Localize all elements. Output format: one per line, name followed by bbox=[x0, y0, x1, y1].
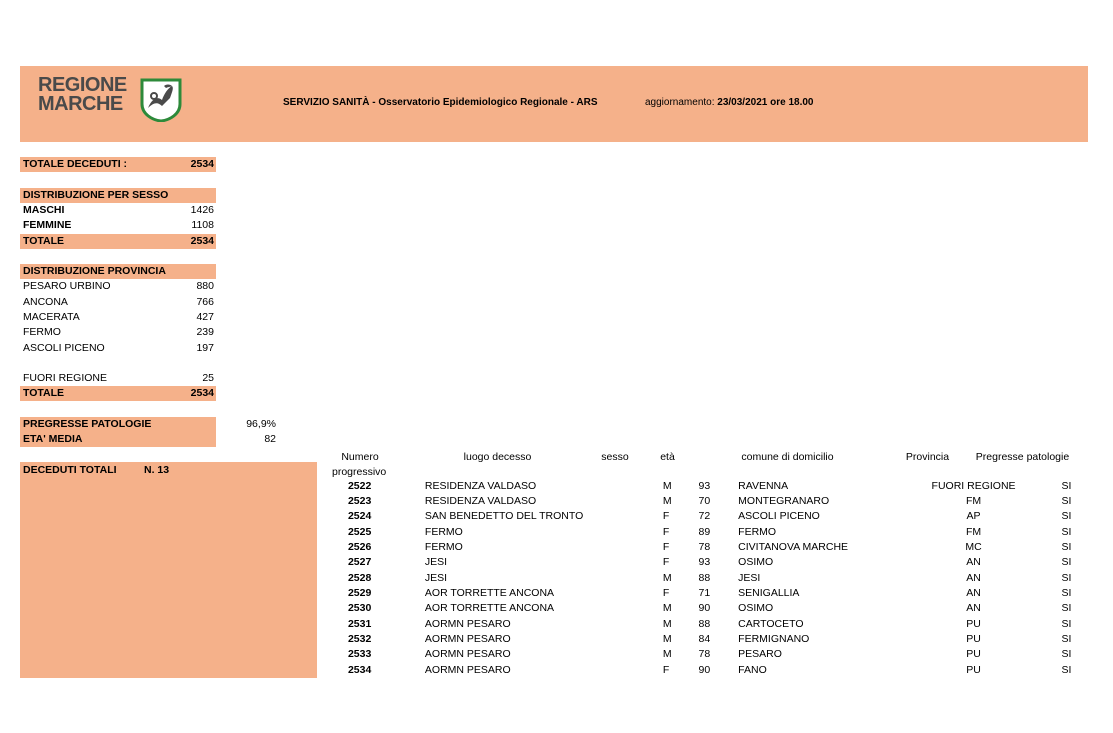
cell-provincia: PU bbox=[966, 633, 981, 646]
provincia-row bbox=[23, 279, 214, 294]
cell-eta: 90 bbox=[698, 663, 711, 676]
service-title: SERVIZIO SANITÀ - Osservatorio Epidemiologico Regionale - ARS bbox=[283, 97, 598, 108]
cell-numero: 2527 bbox=[347, 556, 372, 569]
cell-spacer bbox=[399, 616, 425, 631]
cell-eta: 72 bbox=[698, 510, 711, 523]
cell-comune: MONTEGRANARO bbox=[738, 495, 830, 508]
table-row bbox=[320, 555, 1113, 570]
provincia-row bbox=[23, 341, 214, 356]
deceduti-table-body bbox=[320, 478, 1113, 677]
header-eta: età bbox=[660, 451, 675, 463]
cell-sesso: M bbox=[662, 633, 672, 646]
cell-eta: 78 bbox=[698, 541, 711, 554]
provincia-row bbox=[23, 310, 214, 325]
header-numero bbox=[320, 450, 400, 480]
sesso-row-femmine bbox=[23, 218, 214, 233]
provincia-title-text: DISTRIBUZIONE PROVINCIA bbox=[23, 265, 166, 277]
cell-eta: 89 bbox=[698, 525, 711, 538]
totale-deceduti-row bbox=[23, 157, 214, 172]
deceduti-totali-value: N. 13 bbox=[144, 464, 170, 476]
eta-media-label: ETA' MEDIA bbox=[23, 433, 83, 445]
update-value: 23/03/2021 ore 18.00 bbox=[717, 97, 814, 108]
provincia-row bbox=[23, 325, 214, 340]
regione-marche-logo bbox=[38, 76, 188, 126]
sesso-value: 1108 bbox=[191, 219, 214, 231]
cell-comune: OSIMO bbox=[738, 556, 774, 569]
cell-comune: CARTOCETO bbox=[738, 617, 804, 630]
cell-provincia: PU bbox=[966, 663, 981, 676]
cell-comune: ASCOLI PICENO bbox=[738, 510, 820, 523]
cell-luogo: AORMN PESARO bbox=[424, 617, 511, 630]
table-row bbox=[320, 539, 1113, 554]
cell-comune: PESARO bbox=[738, 648, 782, 661]
cell-patologie: SI bbox=[1061, 633, 1072, 646]
cell-luogo: FERMO bbox=[424, 525, 463, 538]
cell-provincia: AN bbox=[966, 587, 981, 600]
table-row bbox=[320, 524, 1113, 539]
cell-patologie: SI bbox=[1061, 479, 1072, 492]
cell-luogo: RESIDENZA VALDASO bbox=[424, 495, 537, 508]
cell-provincia: PU bbox=[966, 648, 981, 661]
cell-numero: 2528 bbox=[347, 571, 372, 584]
cell-comune: SENIGALLIA bbox=[738, 587, 800, 600]
provincia-title bbox=[23, 264, 214, 279]
provincia-label: ANCONA bbox=[23, 296, 68, 308]
cell-patologie: SI bbox=[1061, 510, 1072, 523]
cell-numero: 2524 bbox=[347, 510, 372, 523]
cell-luogo: AORMN PESARO bbox=[424, 648, 511, 661]
deceduti-totali-label: DECEDUTI TOTALI bbox=[23, 464, 117, 476]
sesso-label: MASCHI bbox=[23, 204, 65, 216]
cell-luogo: JESI bbox=[424, 571, 448, 584]
cell-spacer bbox=[399, 493, 425, 508]
cell-numero: 2525 bbox=[347, 525, 372, 538]
cell-sesso: F bbox=[662, 587, 670, 600]
cell-patologie: SI bbox=[1061, 541, 1072, 554]
provincia-total-value: 2534 bbox=[190, 387, 214, 399]
provincia-value: 880 bbox=[196, 280, 214, 292]
header-comune: comune di domicilio bbox=[741, 451, 834, 463]
patologie-row bbox=[23, 417, 214, 432]
table-row bbox=[320, 585, 1113, 600]
logo-line-2: MARCHE bbox=[38, 93, 123, 115]
cell-patologie: SI bbox=[1061, 663, 1072, 676]
cell-spacer bbox=[399, 524, 425, 539]
provincia-label: FERMO bbox=[23, 326, 61, 338]
update-label: aggiornamento: bbox=[645, 97, 715, 108]
provincia-label: ASCOLI PICENO bbox=[23, 342, 105, 354]
table-row bbox=[320, 570, 1113, 585]
provincia-total-label: TOTALE bbox=[23, 387, 65, 399]
table-row bbox=[320, 493, 1113, 508]
sesso-total-label: TOTALE bbox=[23, 235, 65, 247]
sesso-title-text: DISTRIBUZIONE PER SESSO bbox=[23, 189, 169, 201]
eta-media-value: 82 bbox=[264, 433, 276, 445]
cell-luogo: RESIDENZA VALDASO bbox=[424, 479, 537, 492]
deceduti-totali-box bbox=[20, 462, 317, 678]
sesso-total-value: 2534 bbox=[190, 235, 214, 247]
cell-comune: FERMO bbox=[738, 525, 777, 538]
cell-comune: FANO bbox=[738, 663, 767, 676]
cell-comune: RAVENNA bbox=[738, 479, 789, 492]
cell-sesso: M bbox=[662, 495, 672, 508]
cell-eta: 71 bbox=[698, 587, 711, 600]
cell-numero: 2533 bbox=[347, 648, 372, 661]
table-row bbox=[320, 478, 1113, 493]
cell-provincia: AN bbox=[966, 556, 981, 569]
eta-media-row bbox=[23, 432, 214, 447]
cell-comune: CIVITANOVA MARCHE bbox=[738, 541, 849, 554]
cell-eta: 88 bbox=[698, 617, 711, 630]
cell-spacer bbox=[399, 555, 425, 570]
cell-sesso: M bbox=[662, 617, 672, 630]
provincia-value: 239 bbox=[196, 326, 214, 338]
table-row bbox=[320, 509, 1113, 524]
cell-provincia: PU bbox=[966, 617, 981, 630]
cell-patologie: SI bbox=[1061, 617, 1072, 630]
cell-numero: 2523 bbox=[347, 495, 372, 508]
cell-patologie: SI bbox=[1061, 648, 1072, 661]
cell-spacer bbox=[399, 585, 425, 600]
cell-patologie: SI bbox=[1061, 556, 1072, 569]
table-row bbox=[320, 616, 1113, 631]
cell-spacer bbox=[399, 631, 425, 646]
provincia-fuori-label: FUORI REGIONE bbox=[23, 372, 108, 384]
sesso-total-row bbox=[23, 234, 214, 249]
cell-provincia: FM bbox=[965, 495, 982, 508]
cell-provincia: AN bbox=[966, 602, 981, 615]
cell-spacer bbox=[399, 601, 425, 616]
provincia-fuori-row bbox=[23, 371, 214, 386]
cell-comune: FERMIGNANO bbox=[738, 633, 810, 646]
cell-spacer bbox=[399, 509, 425, 524]
cell-luogo: AOR TORRETTE ANCONA bbox=[424, 587, 555, 600]
header-patologie: Pregresse patologie bbox=[975, 451, 1070, 463]
cell-sesso: F bbox=[662, 556, 670, 569]
cell-eta: 93 bbox=[698, 556, 711, 569]
provincia-label: PESARO URBINO bbox=[23, 280, 111, 292]
cell-provincia: AP bbox=[966, 510, 981, 523]
cell-eta: 93 bbox=[698, 479, 711, 492]
cell-patologie: SI bbox=[1061, 587, 1072, 600]
cell-spacer bbox=[399, 662, 425, 677]
cell-patologie: SI bbox=[1061, 602, 1072, 615]
cell-sesso: F bbox=[662, 663, 670, 676]
cell-luogo: FERMO bbox=[424, 541, 463, 554]
cell-luogo: AOR TORRETTE ANCONA bbox=[424, 602, 555, 615]
table-row bbox=[320, 662, 1113, 677]
table-row bbox=[320, 647, 1113, 662]
header-provincia: Provincia bbox=[905, 451, 950, 463]
sesso-row-maschi bbox=[23, 203, 214, 218]
header-luogo: luogo decesso bbox=[463, 451, 532, 463]
provincia-value: 766 bbox=[196, 296, 214, 308]
cell-spacer bbox=[399, 478, 425, 493]
provincia-label: MACERATA bbox=[23, 311, 80, 323]
table-row bbox=[320, 601, 1113, 616]
shield-icon bbox=[140, 78, 182, 122]
cell-luogo: AORMN PESARO bbox=[424, 663, 511, 676]
header-numero-line2: progressivo bbox=[332, 466, 387, 478]
sesso-label: FEMMINE bbox=[23, 219, 72, 231]
cell-sesso: M bbox=[662, 571, 672, 584]
cell-sesso: F bbox=[662, 510, 670, 523]
cell-patologie: SI bbox=[1061, 525, 1072, 538]
provincia-fuori-value: 25 bbox=[202, 372, 214, 384]
cell-spacer bbox=[399, 539, 425, 554]
cell-eta: 78 bbox=[698, 648, 711, 661]
cell-eta: 90 bbox=[698, 602, 711, 615]
sesso-value: 1426 bbox=[190, 204, 214, 216]
header-sesso: sesso bbox=[601, 451, 629, 463]
cell-provincia: FM bbox=[965, 525, 982, 538]
cell-numero: 2522 bbox=[347, 479, 372, 492]
cell-patologie: SI bbox=[1061, 495, 1072, 508]
totale-deceduti-label: TOTALE DECEDUTI : bbox=[23, 158, 128, 170]
header-numero-line1: Numero bbox=[341, 451, 379, 463]
cell-provincia: MC bbox=[965, 541, 982, 554]
logo-text bbox=[38, 76, 127, 114]
cell-eta: 70 bbox=[698, 495, 711, 508]
provincia-value: 427 bbox=[196, 311, 214, 323]
cell-numero: 2526 bbox=[347, 541, 372, 554]
cell-luogo: AORMN PESARO bbox=[424, 633, 511, 646]
cell-comune: JESI bbox=[738, 571, 761, 584]
cell-eta: 88 bbox=[698, 571, 711, 584]
cell-numero: 2530 bbox=[347, 602, 372, 615]
cell-numero: 2532 bbox=[347, 633, 372, 646]
cell-eta: 84 bbox=[698, 633, 711, 646]
cell-spacer bbox=[399, 570, 425, 585]
cell-sesso: F bbox=[662, 541, 670, 554]
cell-numero: 2529 bbox=[347, 587, 372, 600]
cell-provincia: FUORI REGIONE bbox=[931, 479, 1016, 492]
deceduti-table bbox=[320, 478, 1113, 677]
cell-luogo: SAN BENEDETTO DEL TRONTO bbox=[424, 510, 584, 523]
cell-patologie: SI bbox=[1061, 571, 1072, 584]
logo-line-1: REGIONE bbox=[38, 74, 127, 96]
provincia-value: 197 bbox=[196, 342, 214, 354]
cell-provincia: AN bbox=[966, 571, 981, 584]
patologie-value: 96,9% bbox=[246, 418, 276, 430]
cell-sesso: M bbox=[662, 602, 672, 615]
update-timestamp bbox=[645, 97, 813, 108]
provincia-total-row bbox=[23, 386, 214, 401]
totale-deceduti-value: 2534 bbox=[190, 158, 214, 170]
provincia-row bbox=[23, 295, 214, 310]
sesso-title bbox=[23, 188, 214, 203]
cell-sesso: F bbox=[662, 525, 670, 538]
cell-numero: 2531 bbox=[347, 617, 372, 630]
table-row bbox=[320, 631, 1113, 646]
cell-luogo: JESI bbox=[424, 556, 448, 569]
patologie-label: PREGRESSE PATOLOGIE bbox=[23, 418, 152, 430]
cell-spacer bbox=[399, 647, 425, 662]
cell-numero: 2534 bbox=[347, 663, 372, 676]
cell-sesso: M bbox=[662, 479, 672, 492]
cell-sesso: M bbox=[662, 648, 672, 661]
cell-comune: OSIMO bbox=[738, 602, 774, 615]
